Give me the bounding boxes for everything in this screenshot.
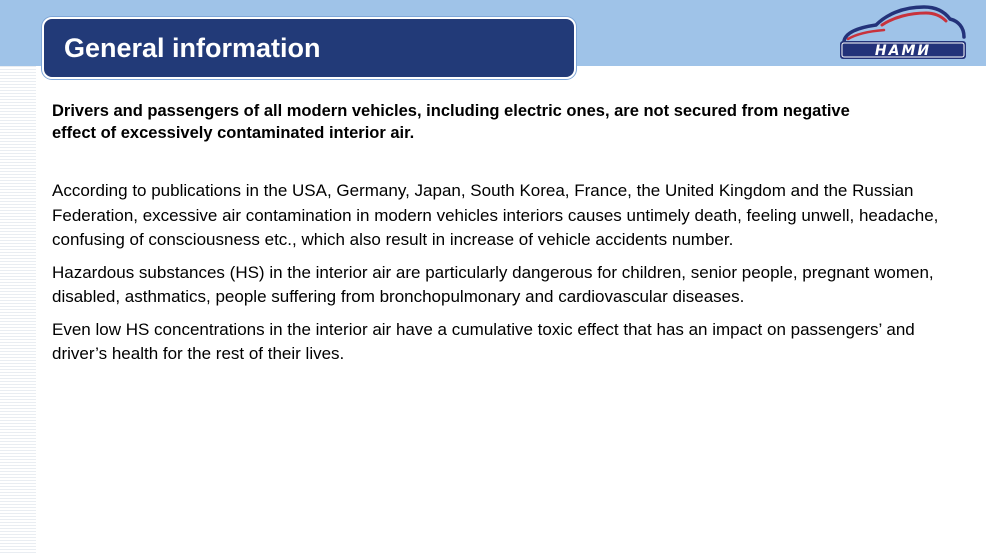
page-title: General information (64, 33, 321, 63)
title-banner (42, 17, 576, 79)
content-area (52, 100, 962, 375)
nami-car-logo-icon (832, 3, 972, 61)
lead-statement: Drivers and passengers of all modern vehicles, including electric ones, are not secured from negative effect of excessively contaminated interior air. (52, 102, 850, 142)
paragraph-cumulative-effect: Even low HS concentrations in the interior air have a cumulative toxic effect that has an impact on passengers’ and driver’s health for the rest of their lives. (52, 319, 915, 363)
paragraph-hazardous-substances: Hazardous substances (HS) in the interior air are particularly dangerous for children, senior people, pregnant women, disabled, asthmatics, people suffering from bronchopulmonary and cardiovascular diseases. (52, 262, 934, 306)
paragraph-publications: According to publications in the USA, Germany, Japan, South Korea, France, the United Kingdom and the Russian Federation, excessive air contamination in modern vehicles interiors causes untimely death, feeling unwell, headache, confusing of consciousness etc., which also result in increase of vehicle accidents number. (52, 181, 939, 249)
logo-text: НАМИ (874, 43, 932, 59)
left-stripes-decoration (0, 66, 36, 555)
